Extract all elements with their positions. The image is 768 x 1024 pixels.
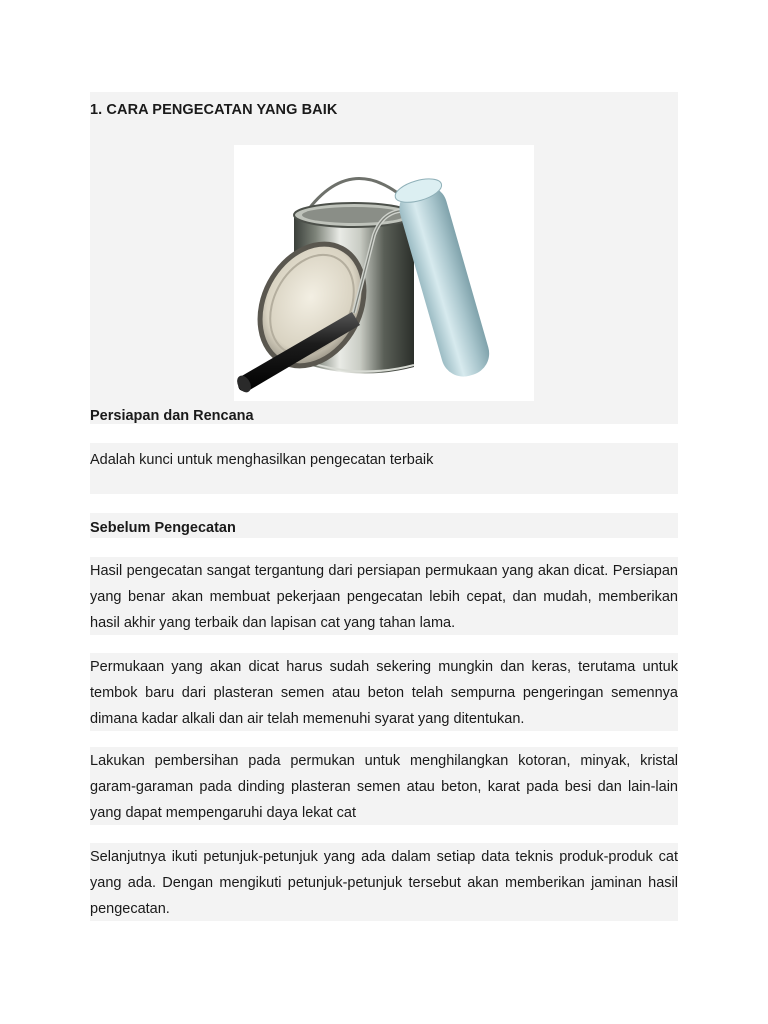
section-heading-sebelum: Sebelum Pengecatan [90,520,236,536]
paragraph-block [90,557,678,635]
section-heading-persiapan: Persiapan dan Rencana [90,408,254,424]
paragraph: Hasil pengecatan sangat tergantung dari persiapan permukaan yang akan dicat. Persiapan yang benar akan membuat pekerjaan pengecatan lebih cepat, dan mudah, memberikan hasil akhir yang terbaik dan lapisan cat yang tahan lama. [90,563,678,631]
document-page [90,92,678,917]
paragraph-block [90,653,678,731]
section-text-block [90,443,678,494]
section-heading-block [90,513,678,538]
paint-can-roller-image [234,145,534,401]
paragraph-block [90,843,678,921]
paragraph: Selanjutnya ikuti petunjuk-petunjuk yang ada dalam setiap data teknis produk-produk cat yang ada. Dengan mengikuti petunjuk-petunjuk tersebut akan memberikan jaminan hasil pengecatan. [90,849,678,917]
title-section [90,92,678,424]
paint-can-roller-illustration [234,145,534,401]
section-text: Adalah kunci untuk menghasilkan pengecatan terbaik [90,452,434,468]
paragraph: Lakukan pembersihan pada permukan untuk menghilangkan kotoran, minyak, kristal garam-garaman pada dinding plasteran semen atau beton, karat pada besi dan lain-lain yang dapat mempengaruhi daya lekat cat [90,753,678,821]
document-title: 1. CARA PENGECATAN YANG BAIK [90,102,338,118]
paragraph-block [90,747,678,825]
paragraph: Permukaan yang akan dicat harus sudah sekering mungkin dan keras, terutama untuk tembok baru dari plasteran semen atau beton telah sempurna pengeringan semennya dimana kadar alkali dan air telah memenuhi syarat yang ditentukan. [90,659,678,727]
